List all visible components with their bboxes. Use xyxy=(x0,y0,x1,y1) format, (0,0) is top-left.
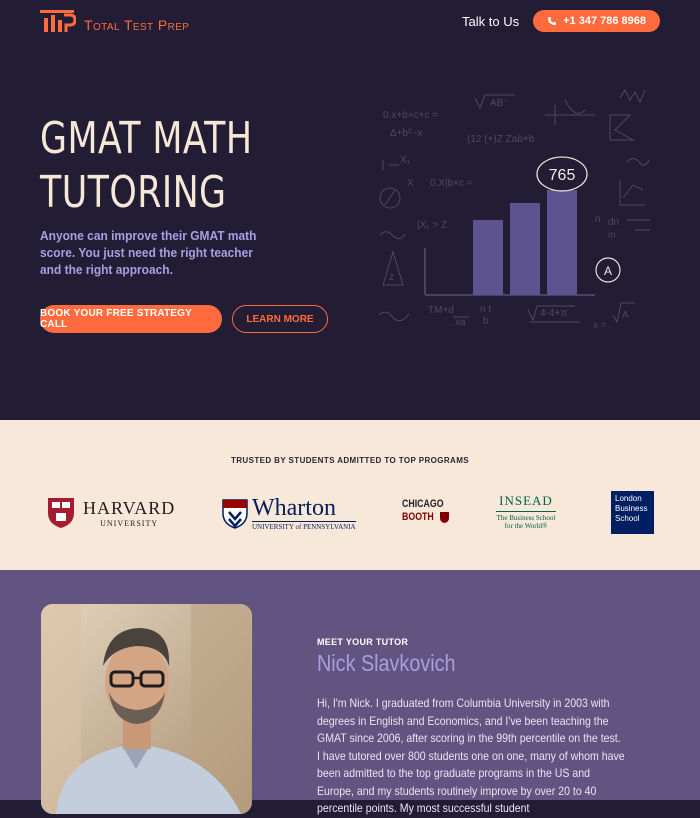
insead-sub1: The Business School xyxy=(496,514,556,522)
insead-sub2: for the World® xyxy=(504,522,548,530)
score-label: 765 xyxy=(548,167,576,184)
svg-text:0.X|b×c =: 0.X|b×c = xyxy=(430,178,473,189)
logo-text: Total Test Prep xyxy=(84,17,190,33)
svg-text:X₁: X₁ xyxy=(400,155,411,166)
logo[interactable] xyxy=(40,10,189,34)
chicago-name: CHICAGO xyxy=(402,498,444,510)
harvard-logo xyxy=(47,497,175,529)
insead-logo xyxy=(490,493,562,530)
svg-text:in: in xyxy=(608,230,616,241)
booth-name: BOOTH xyxy=(402,511,434,523)
harvard-name: HARVARD xyxy=(83,498,176,518)
svg-text:x =: x = xyxy=(593,320,607,331)
trusted-schools-section xyxy=(0,420,700,570)
svg-text:0.x+b×c+c =: 0.x+b×c+c = xyxy=(383,110,439,121)
svg-text:z: z xyxy=(389,272,394,283)
wharton-sub: UNIVERSITY of PENNSYLVANIA xyxy=(252,523,356,531)
hero-subtitle: Anyone can improve their GMAT math score. You just need the right teacher and the right approach. xyxy=(40,228,257,277)
insead-name: INSEAD xyxy=(499,493,553,508)
svg-text:|X₁ > Z: |X₁ > Z xyxy=(417,220,448,231)
wharton-logo xyxy=(222,497,356,531)
harvard-shield-icon xyxy=(47,497,75,529)
svg-text:AB⁻: AB⁻ xyxy=(490,98,509,109)
tutor-bio: Hi, I'm Nick. I graduated from Columbia University in 2003 with degrees in English and Economics, and I've been teaching the GMAT since 2006, after scoring in the 99th percentile on the test. I have tutored over 800 students one on one, many of whom have been admitted to the top graduate programs in the US and Europe, and my students routinely improve by over 20 to 40 percentile points. My most successful student xyxy=(317,696,625,815)
phone-button[interactable] xyxy=(533,10,660,32)
svg-text:A: A xyxy=(603,264,613,278)
wharton-name: Wharton xyxy=(252,495,336,521)
math-chalkboard-illustration xyxy=(365,70,665,345)
lbs-line1: London xyxy=(615,494,642,503)
svg-text:4-4+π: 4-4+π xyxy=(540,308,568,319)
hero-title-line2: TUTORING xyxy=(40,167,227,218)
svg-text:(12 (+)Z Zab+b: (12 (+)Z Zab+b xyxy=(467,134,535,145)
svg-text:A: A xyxy=(622,310,629,321)
tutor-portrait xyxy=(41,604,252,814)
svg-text:xa: xa xyxy=(455,317,466,328)
header-contact xyxy=(462,10,660,32)
tutor-photo xyxy=(41,604,252,814)
chicago-booth-logo xyxy=(402,498,454,524)
hero-title xyxy=(40,112,282,220)
trusted-title: TRUSTED BY STUDENTS ADMITTED TO TOP PROGRAMS xyxy=(230,456,470,465)
book-strategy-call-button[interactable]: BOOK YOUR FREE STRATEGY CALL xyxy=(40,305,222,333)
chicago-shield-icon xyxy=(440,512,449,523)
phone-number: +1 347 786 8968 xyxy=(563,15,646,27)
svg-text:X: X xyxy=(407,178,414,189)
svg-text:b: b xyxy=(483,316,489,327)
score-bars xyxy=(473,190,577,295)
logo-mark-icon xyxy=(40,10,76,34)
london-business-school-logo xyxy=(611,491,654,534)
svg-text:dn: dn xyxy=(608,217,620,228)
learn-more-button[interactable]: LEARN MORE xyxy=(232,305,328,333)
svg-text:n t: n t xyxy=(480,304,492,315)
meet-tutor-eyebrow: MEET YOUR TUTOR xyxy=(317,637,409,647)
lbs-line3: School xyxy=(615,514,640,523)
svg-text:n: n xyxy=(595,214,601,225)
wharton-shield-icon xyxy=(222,499,248,529)
phone-icon xyxy=(547,16,557,26)
svg-text:TM+d: TM+d xyxy=(428,305,454,316)
hero-title-line1: GMAT MATH xyxy=(40,113,253,164)
talk-to-us-link[interactable]: Talk to Us xyxy=(462,13,520,29)
lbs-line2: Business xyxy=(615,504,648,513)
tutor-name: Nick Slavkovich xyxy=(317,650,456,676)
svg-text:Δ+b² -x: Δ+b² -x xyxy=(390,128,423,139)
harvard-sub: UNIVERSITY xyxy=(100,519,159,528)
